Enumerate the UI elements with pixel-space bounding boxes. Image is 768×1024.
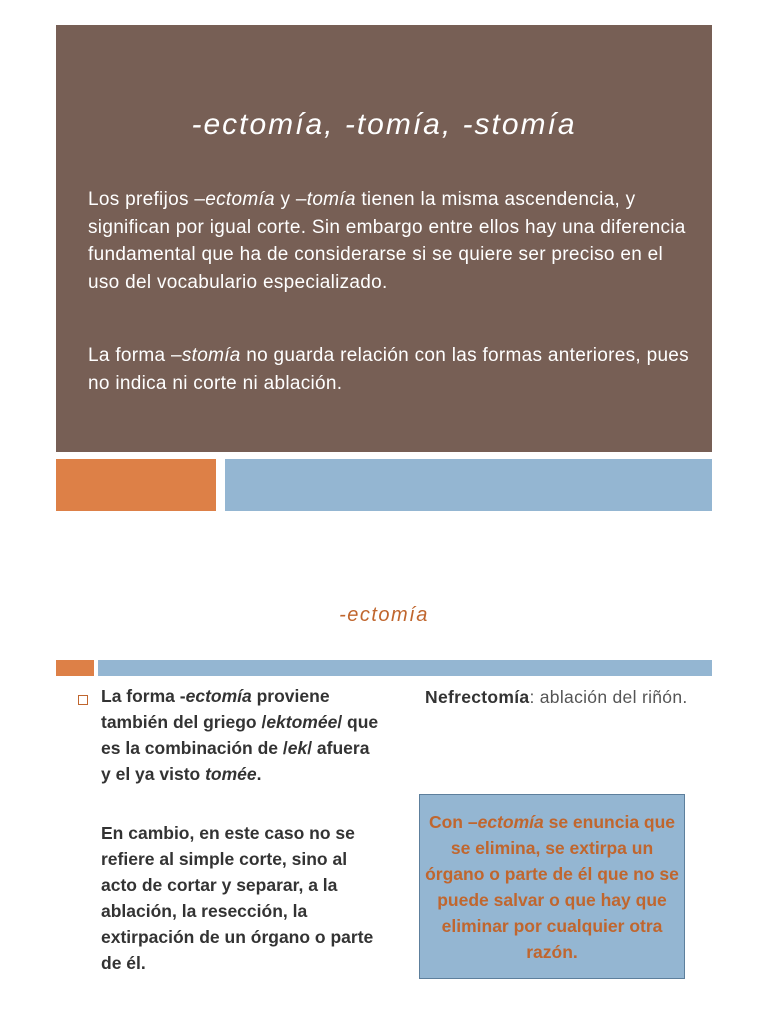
slide1-orange-accent-bar bbox=[56, 459, 216, 511]
etymology-paragraph: La forma -ectomía proviene también del griego /ektomée/ que es la combinación de /ek/ afuera y el ya visto tomée. bbox=[101, 686, 379, 784]
slide1-paragraph-2: La forma –stomía no guarda relación con las formas anteriores, pues no indica ni corte ni ablación. bbox=[88, 345, 689, 394]
example-term: Nefrectomía bbox=[425, 687, 530, 707]
example-definition-text: : ablación del riñón. bbox=[529, 687, 688, 707]
slide1-blue-accent-bar bbox=[225, 459, 712, 511]
slide1-title: -ectomía, -tomía, -stomía bbox=[191, 108, 577, 141]
meaning-paragraph: En cambio, en este caso no se refiere al simple corte, sino al acto de cortar y separar, a la ablación, la resección, la extirpación de un órgano o parte de él. bbox=[101, 823, 374, 973]
slide2-orange-accent-bar bbox=[56, 660, 94, 676]
example-definition bbox=[425, 684, 695, 710]
slide1-paragraph-1: Los prefijos –ectomía y –tomía tienen la misma ascendencia, y significan por igual corte. Sin embargo entre ellos hay una diferencia fundamental que ha de considerarse si se quiere ser preciso en el uso del vocabulario especializado. bbox=[88, 189, 686, 293]
slide2-title: -ectomía bbox=[339, 604, 429, 626]
square-bullet-icon bbox=[78, 695, 88, 705]
callout-text: Con –ectomía se enuncia que se elimina, se extirpa un órgano o parte de él que no se puede salvar o que hay que eliminar por cualquier otra razón. bbox=[425, 812, 679, 962]
slide2-blue-accent-bar bbox=[98, 660, 712, 676]
